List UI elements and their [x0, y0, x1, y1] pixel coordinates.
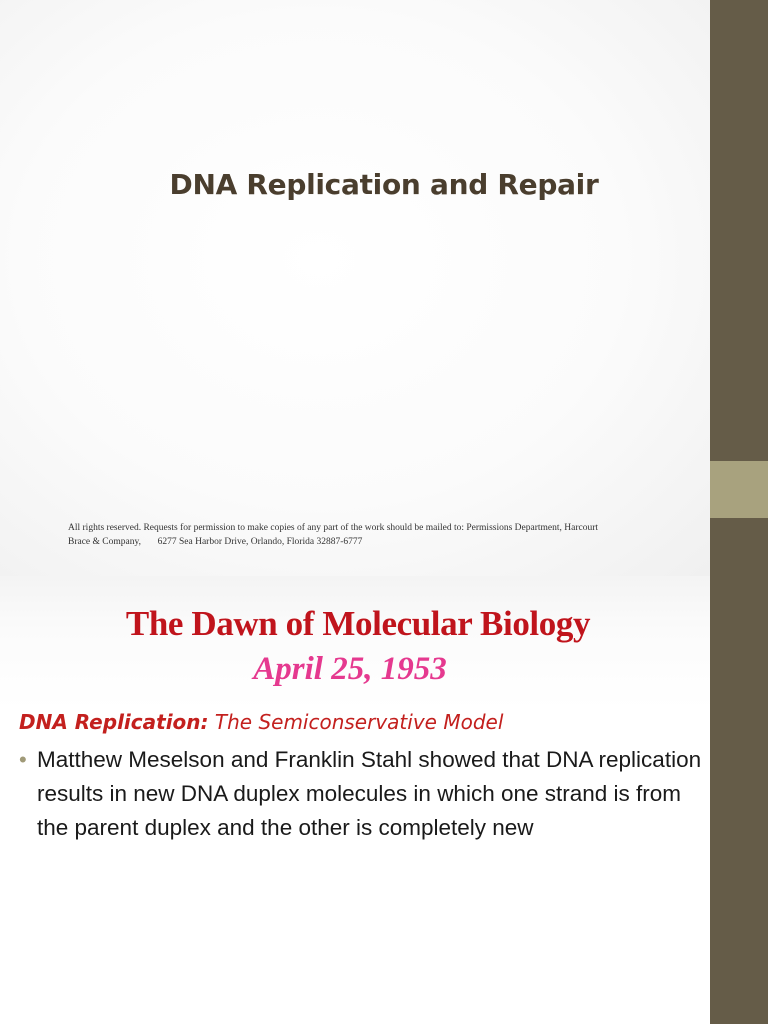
bullet-icon: • — [19, 747, 27, 772]
content-slide-title: The Dawn of Molecular Biology — [125, 604, 591, 643]
date-heading: April 25, 1953 — [253, 651, 447, 687]
slide-title: DNA Replication and Repair — [169, 168, 599, 201]
subheading-text: The Semiconservative Model — [208, 710, 504, 734]
copyright-line-1: All rights reserved. Requests for permission to make copies of any part of the work should be mailed to: Permissions Department, Harcourt — [68, 523, 599, 533]
section-subheading — [19, 710, 503, 734]
subheading-label: DNA Replication: — [19, 710, 209, 734]
bullet-text: Matthew Meselson and Franklin Stahl showed that DNA replication results in new DNA duplex molecules in which one strand is from the parent duplex and the other is completely new — [37, 747, 702, 840]
copyright-line-2: Brace & Company, 6277 Sea Harbor Drive, Orlando, Florida 32887-6777 — [68, 537, 363, 547]
side-bar-accent — [710, 461, 768, 518]
copyright-notice — [68, 521, 688, 549]
bullet-item — [19, 743, 712, 845]
